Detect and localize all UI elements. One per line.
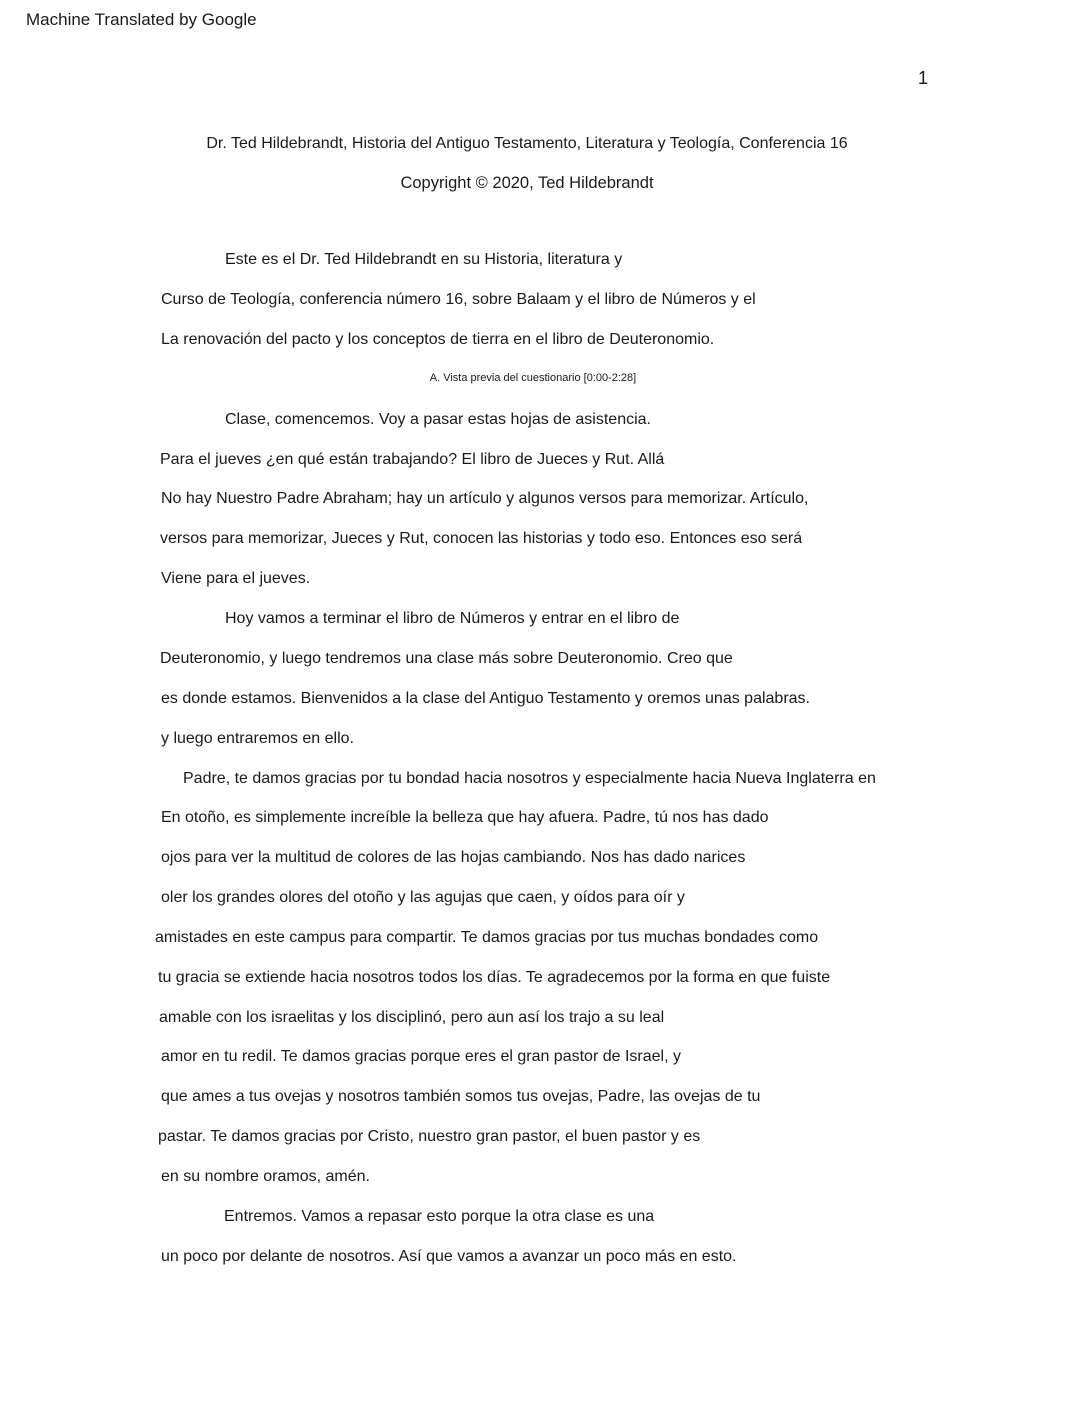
body-line: No hay Nuestro Padre Abraham; hay un artículo y algunos versos para memorizar. Artículo, (161, 490, 809, 507)
body-line: un poco por delante de nosotros. Así que vamos a avanzar un poco más en esto. (161, 1248, 737, 1265)
body-line: versos para memorizar, Jueces y Rut, conocen las historias y todo eso. Entonces eso será (160, 530, 803, 547)
copyright-line: Copyright © 2020, Ted Hildebrandt (400, 174, 654, 192)
body-line: Entremos. Vamos a repasar esto porque la otra clase es una (224, 1208, 655, 1225)
body-line: amistades en este campus para compartir. Te damos gracias por tus muchas bondades como (155, 929, 819, 946)
body-line: amor en tu redil. Te damos gracias porque eres el gran pastor de Israel, y (161, 1048, 681, 1065)
body-line: pastar. Te damos gracias por Cristo, nuestro gran pastor, el buen pastor y es (158, 1128, 701, 1145)
intro-line: Este es el Dr. Ted Hildebrandt en su Historia, literatura y (225, 251, 623, 268)
section-heading: A. Vista previa del cuestionario [0:00-2:28] (429, 372, 637, 384)
body-line: es donde estamos. Bienvenidos a la clase del Antiguo Testamento y oremos unas palabras. (161, 690, 810, 707)
page-number: 1 (918, 68, 929, 88)
body-line: Padre, te damos gracias por tu bondad hacia nosotros y especialmente hacia Nueva Inglaterra en (183, 770, 876, 787)
intro-line: La renovación del pacto y los conceptos de tierra en el libro de Deuteronomio. (161, 331, 715, 348)
body-line: Viene para el jueves. (161, 570, 311, 587)
body-line: amable con los israelitas y los disciplinó, pero aun así los trajo a su leal (159, 1009, 665, 1026)
intro-line: Curso de Teología, conferencia número 16, sobre Balaam y el libro de Números y el (161, 291, 756, 308)
body-line: Clase, comencemos. Voy a pasar estas hojas de asistencia. (225, 411, 651, 428)
document-title: Dr. Ted Hildebrandt, Historia del Antiguo Testamento, Literatura y Teología, Conferencia 16 (206, 135, 848, 152)
body-line: Deuteronomio, y luego tendremos una clase más sobre Deuteronomio. Creo que (160, 650, 733, 667)
body-line: ojos para ver la multitud de colores de las hojas cambiando. Nos has dado narices (161, 849, 746, 866)
body-line: en su nombre oramos, amén. (161, 1168, 370, 1185)
body-line: oler los grandes olores del otoño y las agujas que caen, y oídos para oír y (161, 889, 685, 906)
machine-translation-banner: Machine Translated by Google (26, 10, 257, 29)
body-line: Para el jueves ¿en qué están trabajando? El libro de Jueces y Rut. Allá (160, 451, 665, 468)
body-line: que ames a tus ovejas y nosotros también somos tus ovejas, Padre, las ovejas de tu (161, 1088, 761, 1105)
body-line: y luego entraremos en ello. (161, 730, 354, 747)
body-line: Hoy vamos a terminar el libro de Números y entrar en el libro de (225, 610, 680, 627)
body-line: tu gracia se extiende hacia nosotros todos los días. Te agradecemos por la forma en que fuiste (158, 969, 831, 986)
body-line: En otoño, es simplemente increíble la belleza que hay afuera. Padre, tú nos has dado (161, 809, 769, 826)
